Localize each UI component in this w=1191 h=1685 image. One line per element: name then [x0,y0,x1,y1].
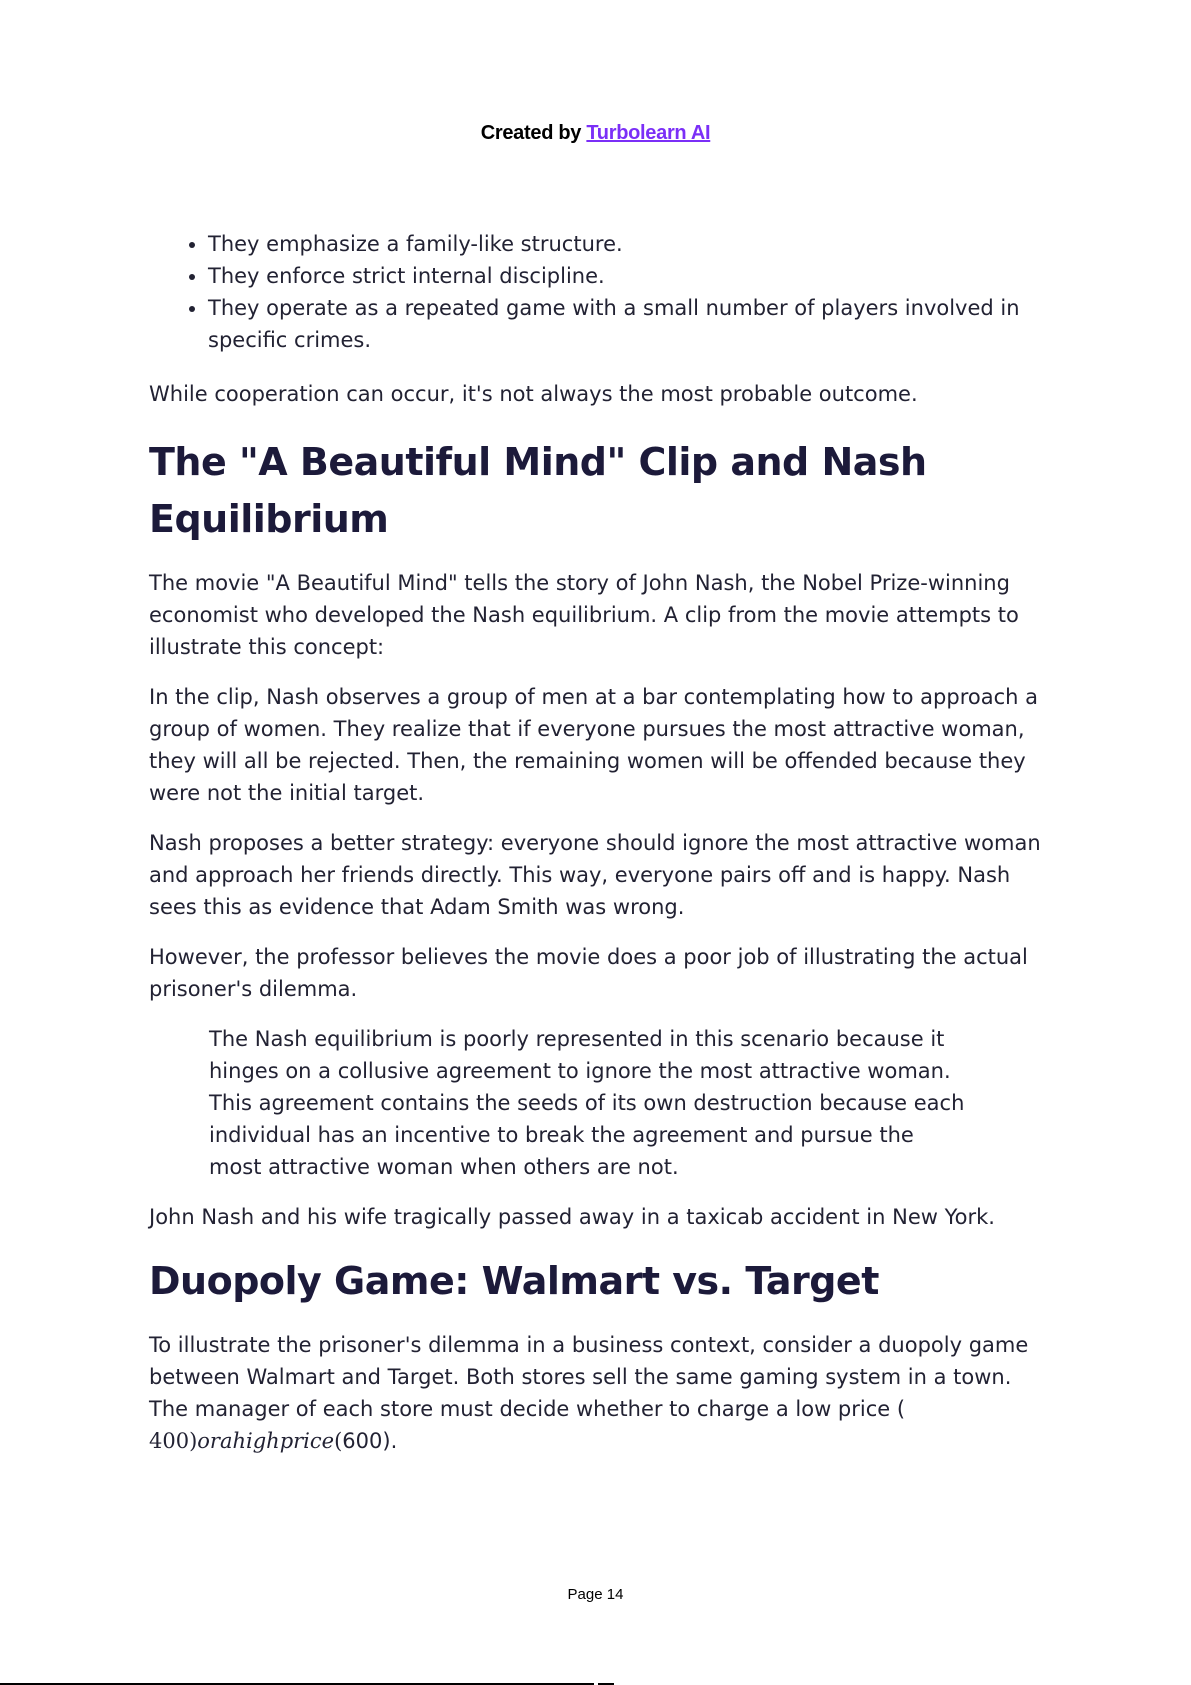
blockquote: The Nash equilibrium is poorly represented in this scenario because it hinges on a collusive agreement to ignore the most attractive woman. This agreement contains the seeds of its own destruction because each individual has an incentive to break the agreement and pursue the most attractive woman when others are not. [209,1027,965,1179]
page-number: Page 14 [567,1586,624,1603]
section-heading-duopoly: Duopoly Game: Walmart vs. Target [149,1259,879,1303]
bullet-list [149,228,1041,356]
list-item: • They enforce strict internal discipline. [208,260,1041,292]
intro-paragraph: While cooperation can occur, it's not always the most probable outcome. [149,382,918,406]
paragraph: Nash proposes a better strategy: everyone should ignore the most attractive woman and approach her friends directly. This way, everyone pairs off and is happy. Nash sees this as evidence that Adam Smith was wrong. [149,831,1041,919]
paragraph: However, the professor believes the movie does a poor job of illustrating the actual prisoner's dilemma. [149,945,1028,1001]
math-expression [149,1429,342,1453]
paragraph: John Nash and his wife tragically passed away in a taxicab accident in New York. [149,1205,995,1229]
duopoly-paragraph [149,1329,1041,1457]
math-italic-text: orahighprice [197,1429,335,1453]
list-item: • They operate as a repeated game with a small number of players involved in specific crimes. [208,292,1041,356]
paragraph: In the clip, Nash observes a group of men at a bar contemplating how to approach a group of women. They realize that if everyone pursues the most attractive woman, they will all be rejected. Then, the remaining women will be offended because they were not the initial target. [149,685,1038,805]
document-body [149,228,1041,1457]
header-prefix: Created by [480,122,587,144]
paragraph-text: To illustrate the prisoner's dilemma in a business context, consider a duopoly game between Walmart and Target. Both stores sell the same gaming system in a town. The manager of each store must decide whether to charge a low price ( [149,1333,1029,1421]
page-header [0,122,1191,145]
paragraph: The movie "A Beautiful Mind" tells the story of John Nash, the Nobel Prize-winning economist who developed the Nash equilibrium. A clip from the movie attempts to illustrate this concept: [149,571,1019,659]
math-number: 400) [149,1429,198,1453]
turbolearn-link[interactable]: Turbolearn AI [586,122,711,144]
list-item: • They emphasize a family-like structure. [208,228,1041,260]
paragraph-tail: 600). [342,1429,398,1453]
math-paren: ( [334,1429,343,1453]
section-heading-nash: The "A Beautiful Mind" Clip and Nash Equilibrium [149,440,927,541]
